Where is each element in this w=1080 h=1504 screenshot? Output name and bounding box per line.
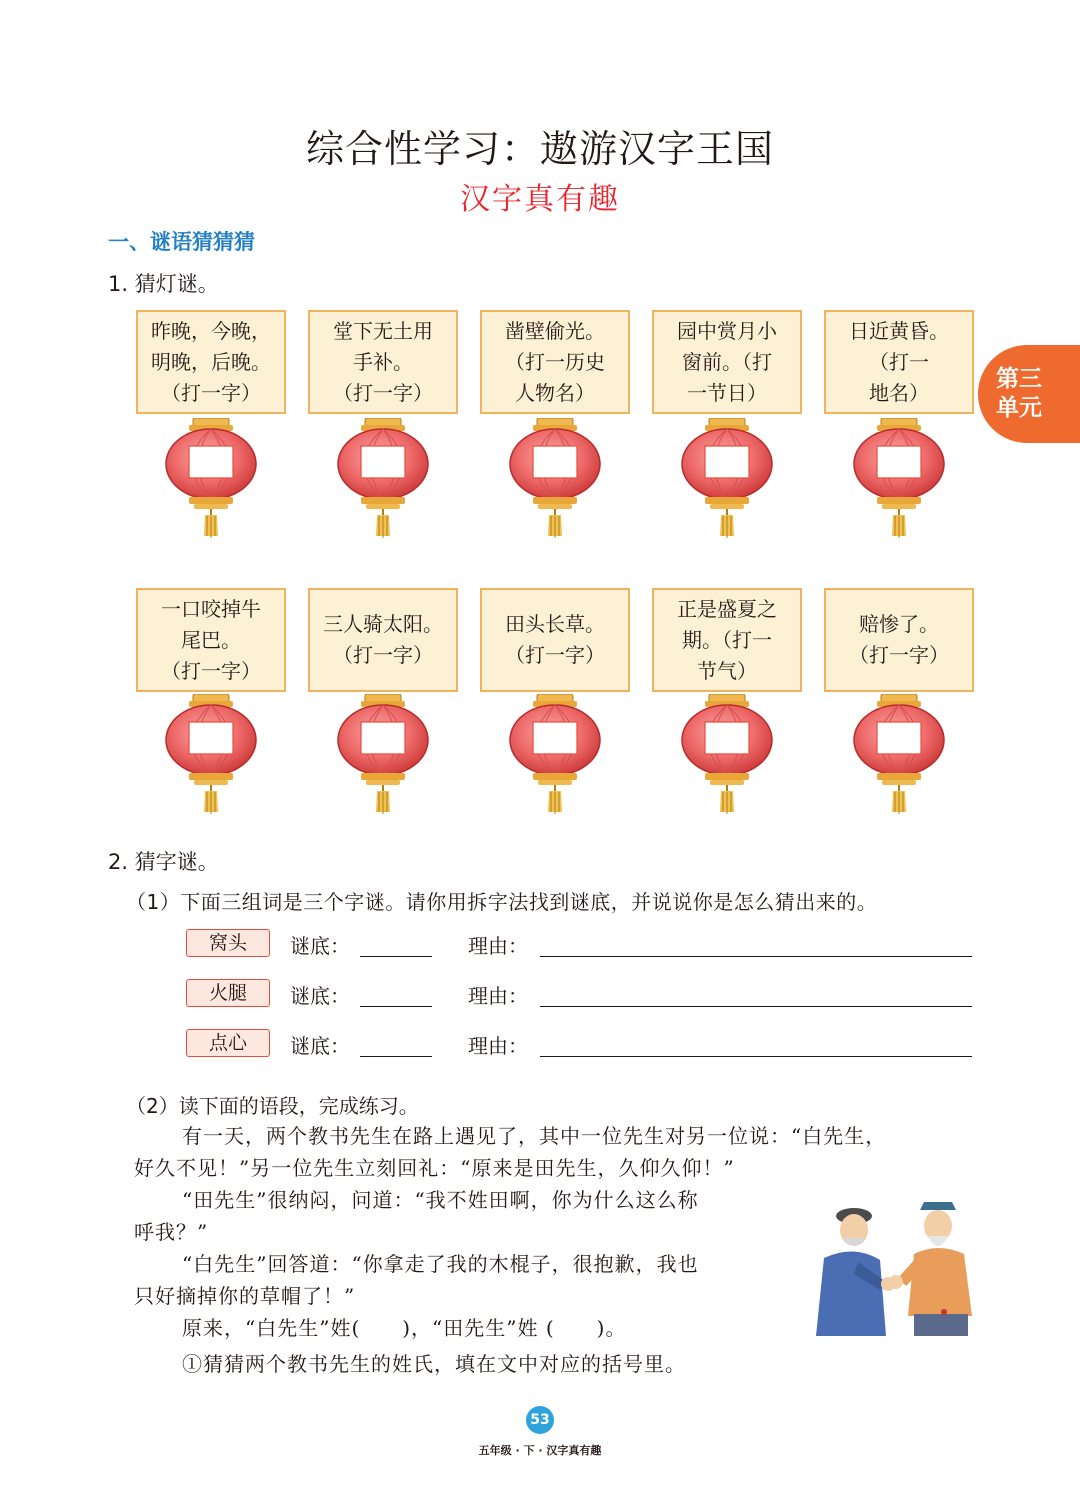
answer-blank[interactable] <box>360 956 432 957</box>
riddle-card: 三人骑太阳。 （打一字） <box>308 588 458 692</box>
passage-line: 呼我？” <box>134 1220 209 1244</box>
passage-fill-line: 原来，“白先生”姓( )，“田先生”姓 ( )。 <box>182 1316 627 1340</box>
riddle-card: 堂下无土用 手补。 （打一字） <box>308 310 458 414</box>
reason-blank[interactable] <box>540 956 972 957</box>
lantern-answer-slot[interactable] <box>328 418 438 542</box>
lantern-answer-slot[interactable] <box>156 418 266 542</box>
page-subtitle: 汉字真有趣 <box>460 182 620 217</box>
passage-line: “田先生”很纳闷，问道：“我不姓田啊，你为什么这么称 <box>182 1188 699 1212</box>
reason-label: 理由： <box>468 934 528 958</box>
passage-task: ①猜猜两个教书先生的姓氏，填在文中对应的括号里。 <box>182 1352 686 1376</box>
reason-label: 理由： <box>468 1034 528 1058</box>
lantern-answer-slot[interactable] <box>672 418 782 542</box>
riddle-card: 日近黄昏。 （打一 地名） <box>824 310 974 414</box>
lantern-answer-slot[interactable] <box>672 694 782 818</box>
reason-blank[interactable] <box>540 1056 972 1057</box>
page-footer: 五年级 · 下 · 汉字真有趣 <box>478 1444 602 1457</box>
riddle-card: 一口咬掉牛 尾巴。 （打一字） <box>136 588 286 692</box>
passage-line: “白先生”回答道：“你拿走了我的木棍子，很抱歉，我也 <box>182 1252 699 1276</box>
question-2-part-2: （2）读下面的语段，完成练习。 <box>126 1094 419 1118</box>
riddle-word-tag: 窝头 <box>186 929 270 957</box>
riddle-card: 正是盛夏之 期。（打一 节气） <box>652 588 802 692</box>
question-2-part-1: （1）下面三组词是三个字谜。请你用拆字法找到谜底，并说说你是怎么猜出来的。 <box>126 890 878 914</box>
lantern-answer-slot[interactable] <box>500 418 610 542</box>
question-1-label: 1. 猜灯谜。 <box>108 272 219 296</box>
page-title: 综合性学习：遨游汉字王国 <box>305 127 774 171</box>
answer-label: 谜底： <box>290 934 350 958</box>
riddle-card: 昨晚，今晚， 明晚，后晚。 （打一字） <box>136 310 286 414</box>
riddle-card: 园中赏月小 窗前。（打 一节日） <box>652 310 802 414</box>
riddle-word-tag: 点心 <box>186 1029 270 1057</box>
unit-tab <box>978 345 1080 443</box>
answer-label: 谜底： <box>290 1034 350 1058</box>
answer-label: 谜底： <box>290 984 350 1008</box>
riddle-word-tag: 火腿 <box>186 979 270 1007</box>
reason-blank[interactable] <box>540 1006 972 1007</box>
section-heading: 一、谜语猜猜猜 <box>108 230 255 254</box>
reason-label: 理由： <box>468 984 528 1008</box>
lantern-answer-slot[interactable] <box>844 694 954 818</box>
riddle-card: 田头长草。 （打一字） <box>480 588 630 692</box>
lantern-answer-slot[interactable] <box>500 694 610 818</box>
answer-blank[interactable] <box>360 1006 432 1007</box>
riddle-card: 赔惨了。 （打一字） <box>824 588 974 692</box>
two-teachers-illustration <box>796 1196 988 1344</box>
passage-line: 好久不见！”另一位先生立刻回礼：“原来是田先生，久仰久仰！” <box>134 1156 735 1180</box>
passage-line: 有一天，两个教书先生在路上遇见了，其中一位先生对另一位说：“白先生， <box>182 1124 887 1148</box>
lantern-answer-slot[interactable] <box>156 694 266 818</box>
page-number: 53 <box>526 1406 554 1434</box>
lantern-answer-slot[interactable] <box>328 694 438 818</box>
answer-blank[interactable] <box>360 1056 432 1057</box>
riddle-card: 凿壁偷光。 （打一历史 人物名） <box>480 310 630 414</box>
unit-tab-label: 第三 单元 <box>996 366 1042 421</box>
passage-line: 只好摘掉你的草帽了！” <box>134 1284 356 1308</box>
lantern-answer-slot[interactable] <box>844 418 954 542</box>
question-2-label: 2. 猜字谜。 <box>108 850 219 874</box>
